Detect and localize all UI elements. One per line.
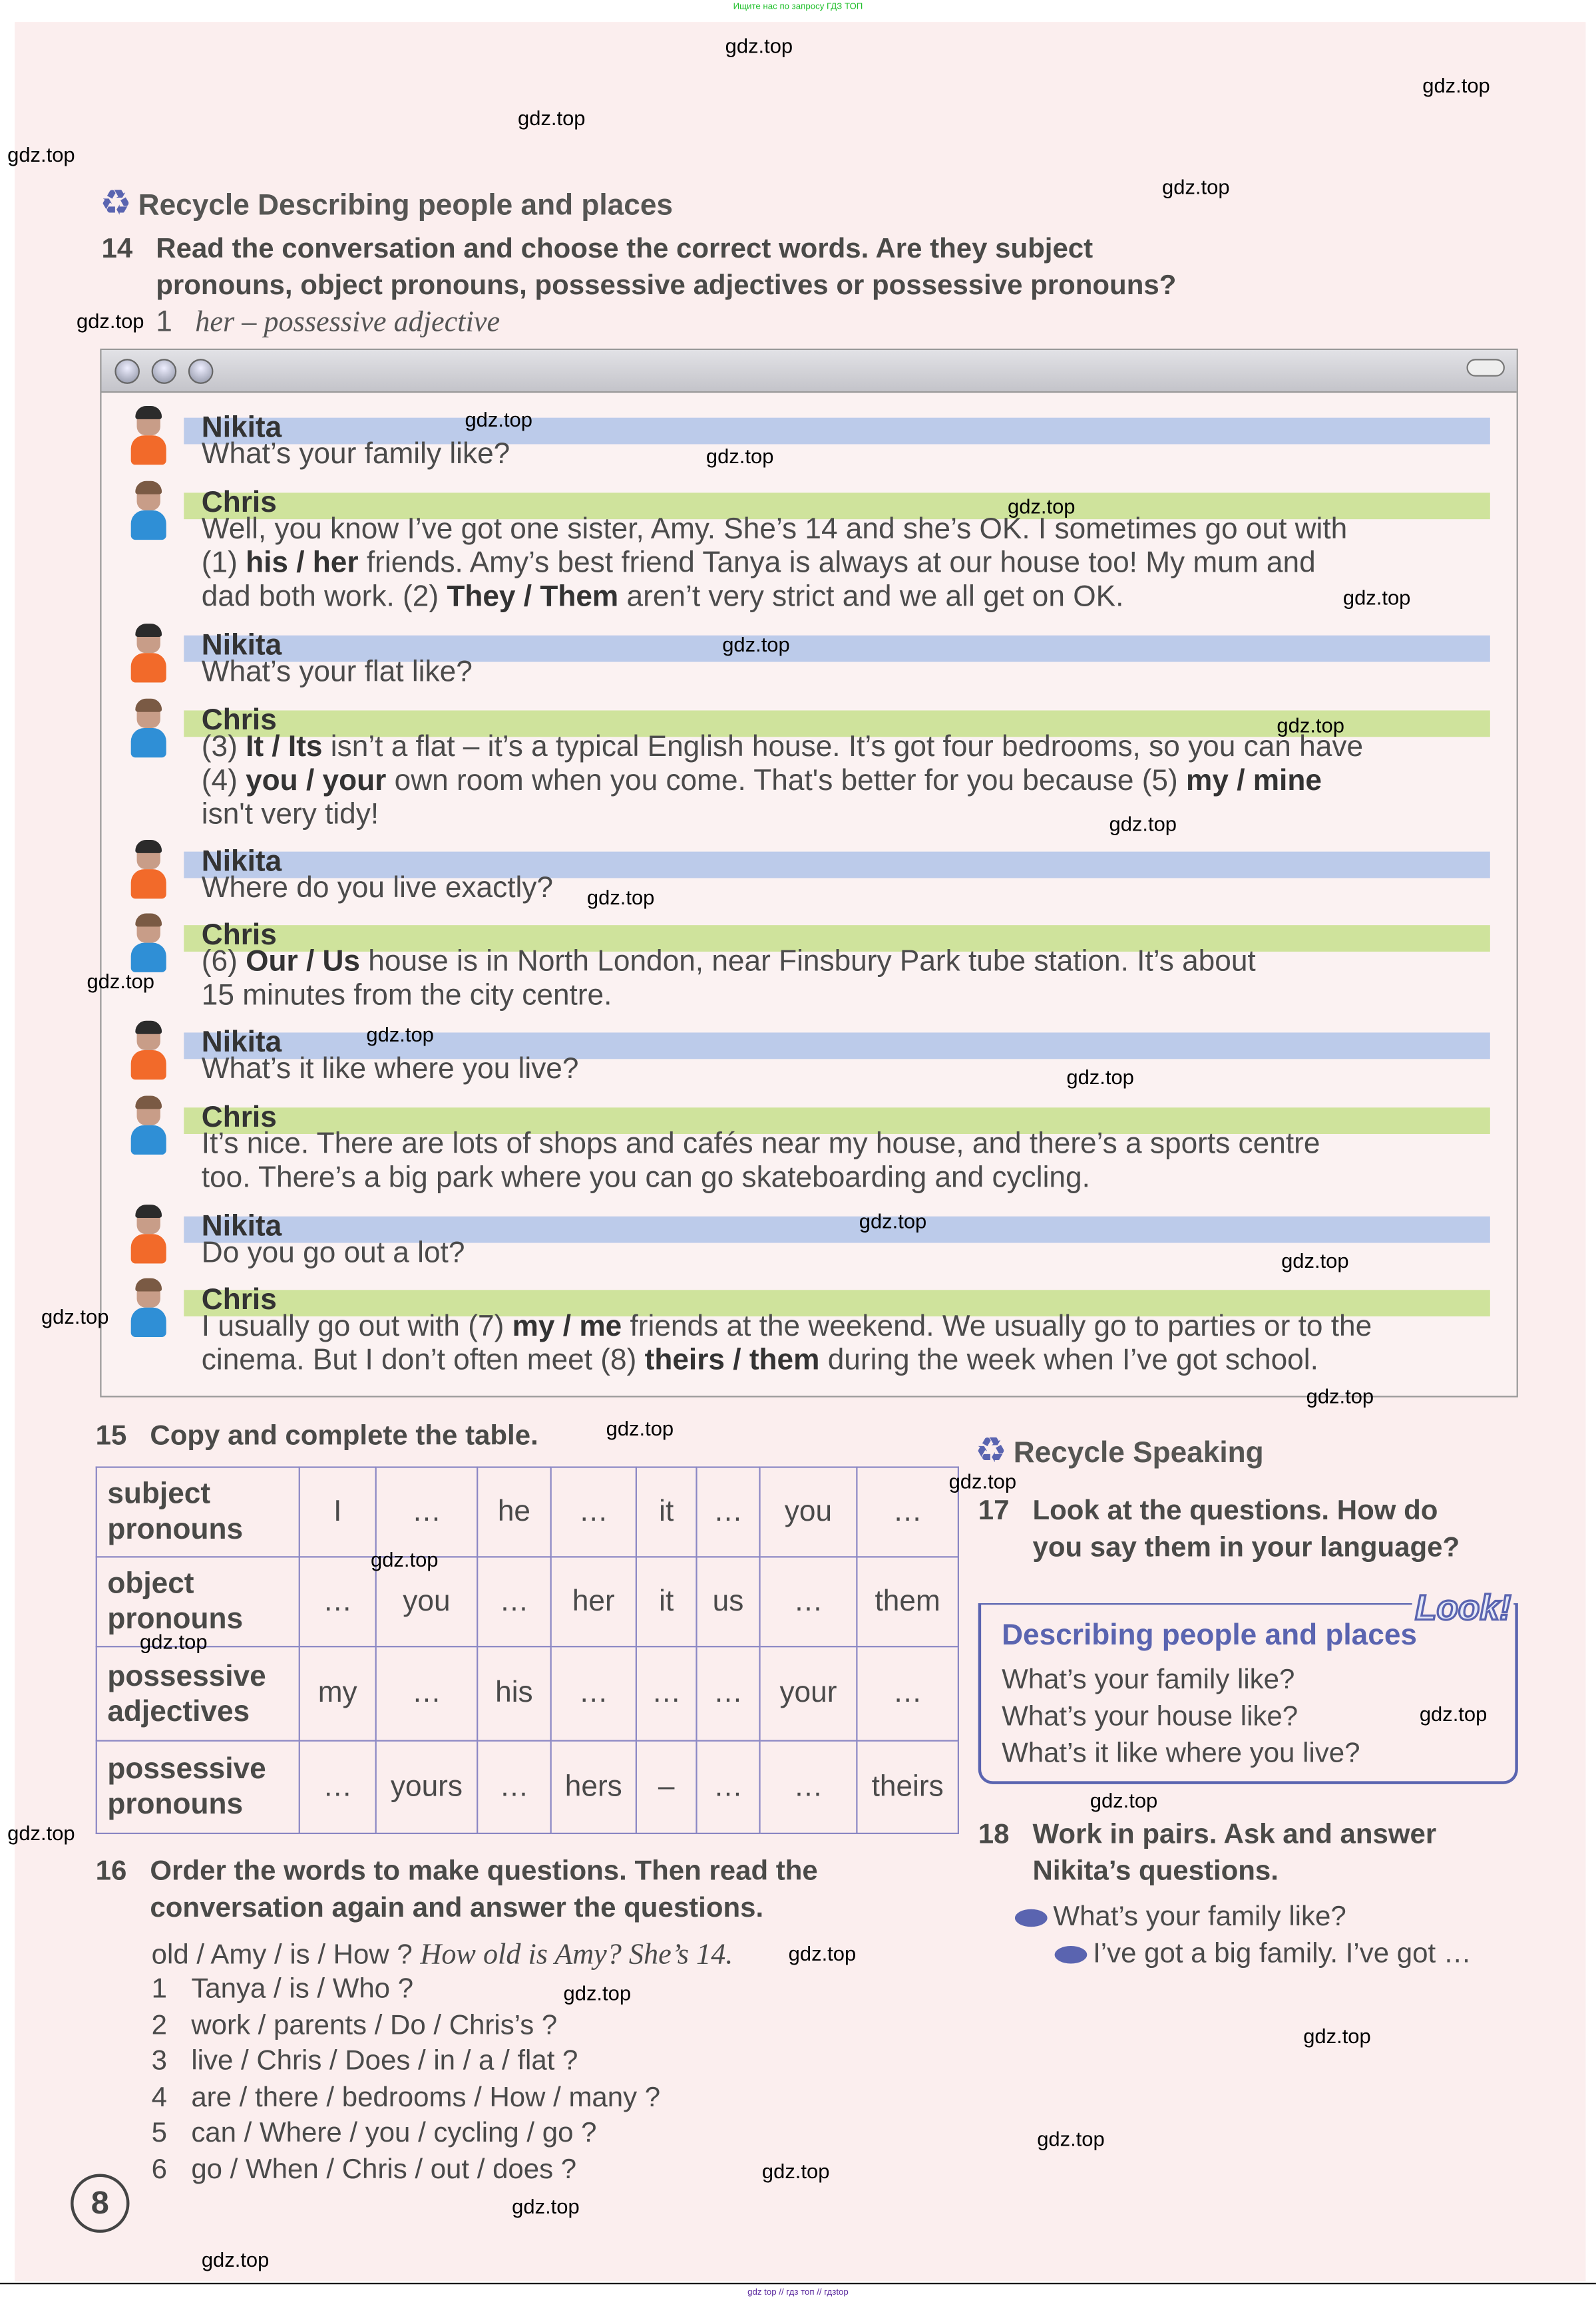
table-cell: … [551,1646,636,1740]
speaker-name: Chris [201,1101,277,1134]
table-cell: … [760,1557,857,1646]
message-line [202,765,1322,799]
message-text: What’s your family like? [201,438,510,471]
speech-line-1 [1015,1902,1346,1935]
speaker-name: Nikita [201,845,282,878]
table-row [97,1557,958,1646]
message-text: It’s nice. There are lots of shops and cafés near my house, and there’s a sports centre [201,1128,1320,1161]
ex14-example [156,306,500,340]
ex17-number: 17 [978,1495,1010,1527]
row-header-line: object [107,1567,194,1601]
message-line [202,513,1347,547]
message-text: Well, you know I’ve got one sister, Amy. She’s 14 and she’s OK. I sometimes go out with [201,513,1348,546]
item-text: can / Where / you / cycling / go ? [191,2118,597,2150]
table-row [97,1646,958,1740]
pronoun-table [96,1466,959,1834]
watermark: gdz.top [1109,811,1177,836]
ex17-line2: you say them in your language? [1032,1532,1460,1564]
watermark: gdz.top [1162,175,1230,199]
message-text: friends. Amy’s best friend Tanya is always at our house too! My mum and [358,547,1316,580]
table-cell: … [376,1467,477,1557]
table-cell: … [696,1646,759,1740]
recycle-header [100,182,673,224]
answer-choice[interactable]: his / her [246,547,359,580]
ex16-example [152,1939,733,1973]
top-note: Ищите нас по запросу ГДЗ ТОП [733,3,863,12]
message-text: too. There’s a big park where you can go skateboarding and cycling. [201,1161,1090,1195]
speech-line-2 [1055,1939,1472,1971]
table-cell: your [760,1646,857,1740]
bubble-text: What’s your family like? [1053,1901,1346,1933]
item-text: Tanya / is / Who ? [191,1973,414,2005]
message-text: isn’t a flat – it’s a typical English house. It’s got four bedrooms, so you can have [322,731,1364,764]
row-header-line: possessive [107,1660,266,1692]
table-cell: it [636,1467,697,1557]
nikita-avatar [128,843,166,898]
item-number: 3 [151,2046,168,2078]
table-cell: hers [551,1741,636,1833]
item-text: work / parents / Do / Chris’s ? [191,2010,558,2041]
watermark: gdz.top [465,407,532,431]
look-badge: Look! [1412,1589,1514,1630]
page-number: 8 [71,2174,129,2233]
item-number: 4 [151,2082,168,2114]
table-row [97,1467,958,1557]
chris-avatar [128,484,166,540]
watermark: gdz.top [87,969,154,993]
item-number: 6 [151,2154,168,2186]
look-heading: Describing people and places [1002,1619,1418,1652]
message-text: (4) [201,765,246,797]
example-prompt: old / Amy / is / How ? [151,1940,413,1971]
message-text: isn't very tidy! [201,799,379,831]
question-item [152,2155,577,2188]
watermark: gdz.top [1090,1788,1158,1812]
table-cell: … [299,1741,376,1833]
chris-avatar [128,916,166,972]
message-text: cinema. But I don’t often meet (8) [201,1344,645,1377]
table-cell: her [551,1557,636,1646]
ex16-number: 16 [95,1856,127,1887]
message-line [202,656,473,690]
example-number: 1 [156,305,172,339]
ex14-line1: Read the conversation and choose the correct words. Are they subject [156,234,1094,265]
table-cell: it [636,1557,697,1646]
watermark: gdz.top [586,885,655,909]
message-text: (1) [201,547,246,580]
message-text: friends at the weekend. We usually go to parties or to the [622,1310,1372,1343]
table-cell: … [636,1646,697,1740]
item-number: 1 [151,1973,168,2005]
watermark: gdz.top [366,1022,434,1046]
question-item [152,2082,661,2115]
item-text: live / Chris / Does / in / a / flat ? [191,2046,578,2078]
table-cell: he [477,1467,551,1557]
window-button-icon[interactable] [114,359,140,384]
example-answer: How old is Amy? She’s 14. [420,1938,733,1971]
nikita-avatar [128,1024,166,1079]
table-cell: you [376,1557,477,1646]
speech-bubble-icon [1015,1909,1048,1927]
watermark: gdz.top [788,1941,857,1965]
row-header-line: possessive [107,1753,266,1786]
watermark: gdz.top [563,1981,632,2005]
speaker-name: Nikita [201,629,282,662]
speaker-name: Chris [201,919,277,952]
watermark: gdz.top [1281,1249,1349,1272]
row-header-line: pronouns [107,1513,244,1546]
ex16-line1: Order the words to make questions. Then read the [150,1856,818,1887]
look-line: What’s it like where you live? [1002,1738,1360,1770]
window-resize-icon[interactable] [1466,359,1504,377]
message-line [202,1053,579,1087]
ex17-line1: Look at the questions. How do [1032,1495,1438,1527]
ex15-number: 15 [95,1420,127,1452]
item-number: 2 [151,2010,168,2041]
message-text: dad both work. (2) [201,580,447,614]
ex14-number: 14 [101,234,133,265]
section-title: Recycle Speaking [1013,1437,1264,1469]
watermark: gdz.top [948,1469,1017,1493]
table-cell: you [760,1467,857,1557]
watermark: gdz.top [1277,713,1344,737]
ex14-line2: pronouns, object pronouns, possessive adjectives or possessive pronouns? [156,270,1177,302]
answer-choice[interactable]: Our / Us [246,946,361,978]
message-text: house is in North London, near Finsbury Park tube station. It’s about [360,946,1256,978]
table-cell: his [477,1646,551,1740]
row-header-line: subject [107,1478,211,1511]
watermark: gdz.top [7,142,75,166]
watermark: gdz.top [7,1821,75,1845]
watermark: gdz.top [1066,1065,1134,1089]
speaker-name: Chris [201,486,277,520]
message-line [202,547,1316,581]
item-number: 5 [151,2118,168,2150]
answer-choice[interactable]: my / me [512,1310,622,1343]
recycle-speaking-header [975,1430,1263,1471]
item-text: go / When / Chris / out / does ? [191,2154,577,2186]
message-text: aren’t very strict and we all get on OK. [618,580,1124,614]
watermark: gdz.top [41,1304,109,1328]
chris-avatar [128,1099,166,1155]
nikita-avatar [128,627,166,683]
row-header [97,1646,299,1740]
message-text: What’s your flat like? [201,656,473,689]
speaker-name: Nikita [201,1026,282,1059]
speaker-name: Chris [201,704,277,737]
answer-choice[interactable]: It / Its [246,731,323,764]
message-line [202,946,1256,980]
watermark: gdz.top [1422,73,1490,97]
table-cell: I [299,1467,376,1557]
question-item [152,1974,413,2007]
message-line [202,799,379,833]
question-item [152,2010,558,2042]
ex18-line2: Nikita’s questions. [1032,1856,1279,1887]
answer-choice[interactable]: my / mine [1186,765,1322,797]
table-cell: theirs [857,1741,958,1833]
speaker-name: Chris [201,1284,277,1317]
example-answer: her – possessive adjective [195,305,500,339]
table-row [97,1741,958,1833]
recycle-icon: ♻ [100,182,132,224]
recycle-icon: ♻ [975,1430,1007,1471]
watermark: gdz.top [859,1209,927,1233]
watermark: gdz.top [606,1416,674,1440]
message-line [202,439,510,473]
watermark: gdz.top [1306,1384,1374,1408]
table-cell: … [857,1467,958,1557]
window-button-icon[interactable] [152,359,177,384]
bubble-text: I’ve got a big family. I’ve got … [1093,1938,1472,1970]
chris-avatar [128,1281,166,1337]
question-item [152,2118,597,2151]
watermark: gdz.top [201,2247,270,2271]
window-titlebar [101,350,1516,393]
message-text: Where do you live exactly? [201,872,554,905]
question-item [152,2046,578,2079]
look-line: What’s your house like? [1002,1702,1298,1733]
message-line [202,1128,1320,1162]
table-cell: us [696,1557,759,1646]
chris-avatar [128,701,166,757]
watermark: gdz.top [371,1547,439,1571]
window-button-icon[interactable] [188,359,214,384]
table-cell: … [551,1467,636,1557]
message-text: 15 minutes from the city centre. [201,979,612,1012]
table-cell: … [696,1741,759,1833]
ex18-number: 18 [978,1819,1010,1851]
ex15-title: Copy and complete the table. [150,1420,538,1452]
watermark: gdz.top [1342,585,1411,609]
table-cell: … [760,1741,857,1833]
watermark: gdz.top [76,309,144,333]
look-line: What’s your family like? [1002,1664,1295,1696]
row-header-line: pronouns [107,1788,244,1822]
message-line [202,1310,1372,1344]
watermark: gdz.top [761,2159,830,2183]
message-text: own room when you come. That's better for you because (5) [386,765,1187,797]
watermark: gdz.top [722,632,790,656]
table-cell: them [857,1557,958,1646]
speech-bubble-icon [1055,1946,1088,1964]
item-text: are / there / bedrooms / How / many ? [191,2082,661,2114]
watermark: gdz.top [1037,2126,1105,2151]
watermark: gdz.top [1419,1702,1488,1726]
table-cell: … [376,1646,477,1740]
message-text: What’s it like where you live? [201,1053,579,1086]
watermark: gdz.top [1007,494,1076,518]
watermark: gdz.top [518,106,586,130]
ex16-line2: conversation again and answer the questions. [150,1893,764,1924]
speaker-name: Nikita [201,1210,282,1243]
row-header-line: adjectives [107,1695,250,1728]
watermark: gdz.top [1303,2024,1371,2048]
table-cell: … [477,1741,551,1833]
answer-choice[interactable]: They / Them [447,580,619,614]
ex18-line1: Work in pairs. Ask and answer [1032,1819,1437,1851]
footer-divider [0,2283,1596,2284]
answer-choice[interactable]: you / your [246,765,387,797]
watermark: gdz.top [140,1629,208,1654]
row-header [97,1467,299,1557]
message-text: during the week when I’ve got school. [819,1344,1318,1377]
table-cell: … [857,1646,958,1740]
message-line [202,1237,465,1271]
message-text: (3) [201,731,246,764]
watermark: gdz.top [725,33,793,58]
table-cell: … [299,1557,376,1646]
table-cell: … [477,1557,551,1646]
section-title: Recycle Describing people and places [138,190,674,222]
answer-choice[interactable]: theirs / them [644,1344,820,1377]
watermark: gdz.top [512,2194,580,2218]
chat-window [100,349,1518,1398]
message-text: I usually go out with (7) [201,1310,512,1343]
row-header-line: pronouns [107,1603,244,1636]
table-cell: my [299,1646,376,1740]
table-cell: yours [376,1741,477,1833]
watermark: gdz.top [705,444,774,468]
row-header [97,1741,299,1833]
message-line [202,1162,1090,1196]
nikita-avatar [128,1207,166,1263]
table-cell: … [696,1467,759,1557]
message-line [202,581,1124,615]
message-line [202,980,612,1014]
speaker-name: Nikita [201,411,282,445]
footer-note: gdz top // гдз топ // гдзtop [747,2288,849,2298]
table-cell: – [636,1741,697,1833]
message-text: (6) [201,946,246,978]
message-text: Do you go out a lot? [201,1237,465,1270]
nikita-avatar [128,409,166,465]
message-line [202,1344,1318,1378]
message-line [202,872,553,906]
message-line [202,731,1363,765]
